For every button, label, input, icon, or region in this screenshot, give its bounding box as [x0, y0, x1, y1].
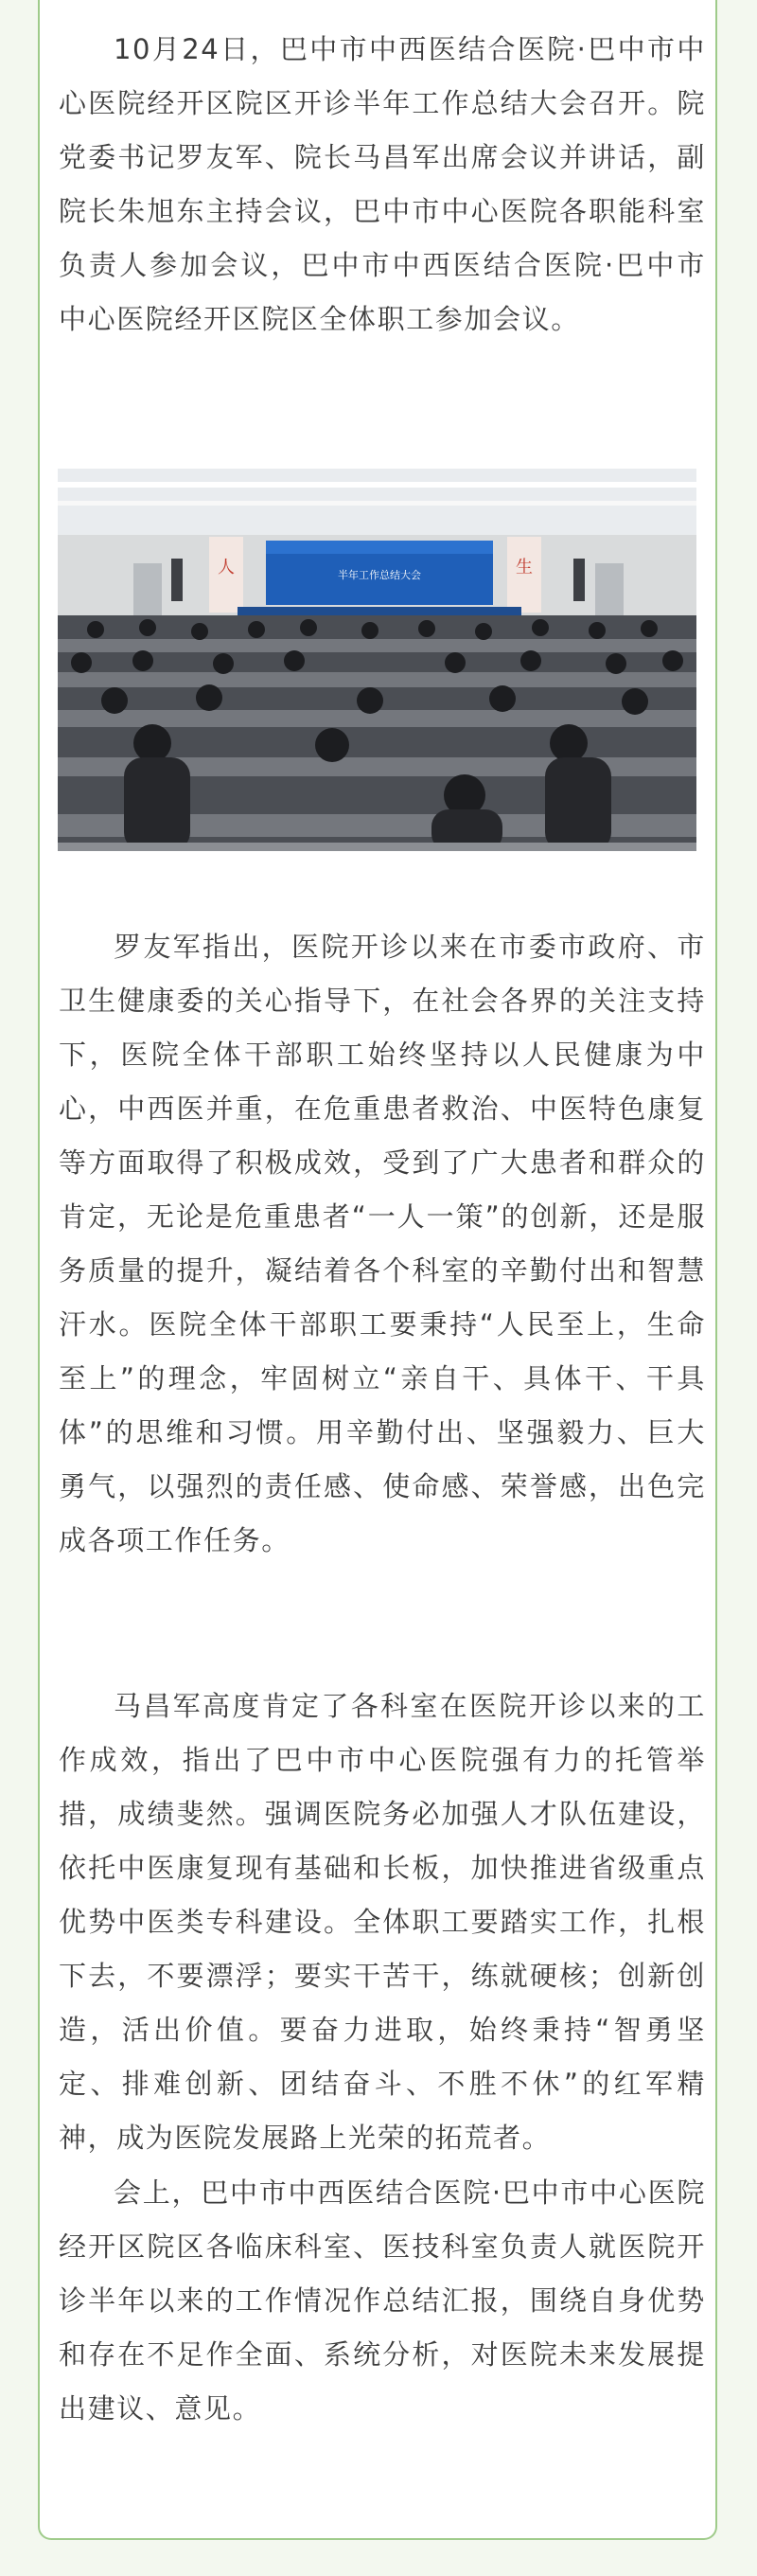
screen-title: 半年工作总结大会	[338, 569, 421, 581]
svg-text:生: 生	[516, 558, 533, 577]
meeting-photo	[58, 469, 696, 851]
paragraph-department-reports: 会上，巴中市中西医结合医院·巴中市中心医院经开区院区各临床科室、医技科室负责人就医院开诊半年以来的工作情况作总结汇报，围绕自身优势和存在不足作全面、系统分析，对医院未来发展提出建议、意见。	[59, 2176, 706, 2425]
paragraph-luo-youjun: 罗友军指出，医院开诊以来在市委市政府、市卫生健康委的关心指导下，在社会各界的关注支持下，医院全体干部职工始终坚持以人民健康为中心，中西医并重，在危重患者救治、中医特色康复等方面取得了积极成效，受到了广大患者和群众的肯定，无论是危重患者“一人一策”的创新，还是服务质量的提升，凝结着各个科室的辛勤付出和智慧汗水。医院全体干部职工要秉持“人民至上，生命至上”的理念，牢固树立“亲自干、具体干、干具体”的思维和习惯。用辛勤付出、坚强毅力、巨大勇气，以强烈的责任感、使命感、荣誉感，出色完成各项工作任务。	[59, 931, 706, 1556]
meeting-photo-illustration	[58, 469, 696, 851]
paragraph-intro: 10月24日，巴中市中西医结合医院·巴中市中心医院经开区院区开诊半年工作总结大会召开。院党委书记罗友军、院长马昌军出席会议并讲话，副院长朱旭东主持会议，巴中市中心医院各职能科室负责人参加会议，巴中市中西医结合医院·巴中市中心医院经开区院区全体职工参加会议。	[59, 33, 706, 335]
svg-text:人: 人	[218, 558, 235, 577]
paragraph-ma-changjun: 马昌军高度肯定了各科室在医院开诊以来的工作成效，指出了巴中市中心医院强有力的托管举措，成绩斐然。强调医院务必加强人才队伍建设，依托中医康复现有基础和长板，加快推进省级重点优势中医类专科建设。全体职工要踏实工作，扎根下去，不要漂浮；要实干苦干，练就硬核；创新创造，活出价值。要奋力进取，始终秉持“智勇坚定、排难创新、团结奋斗、不胜不休”的红军精神，成为医院发展路上光荣的拓荒者。	[59, 1690, 706, 2154]
